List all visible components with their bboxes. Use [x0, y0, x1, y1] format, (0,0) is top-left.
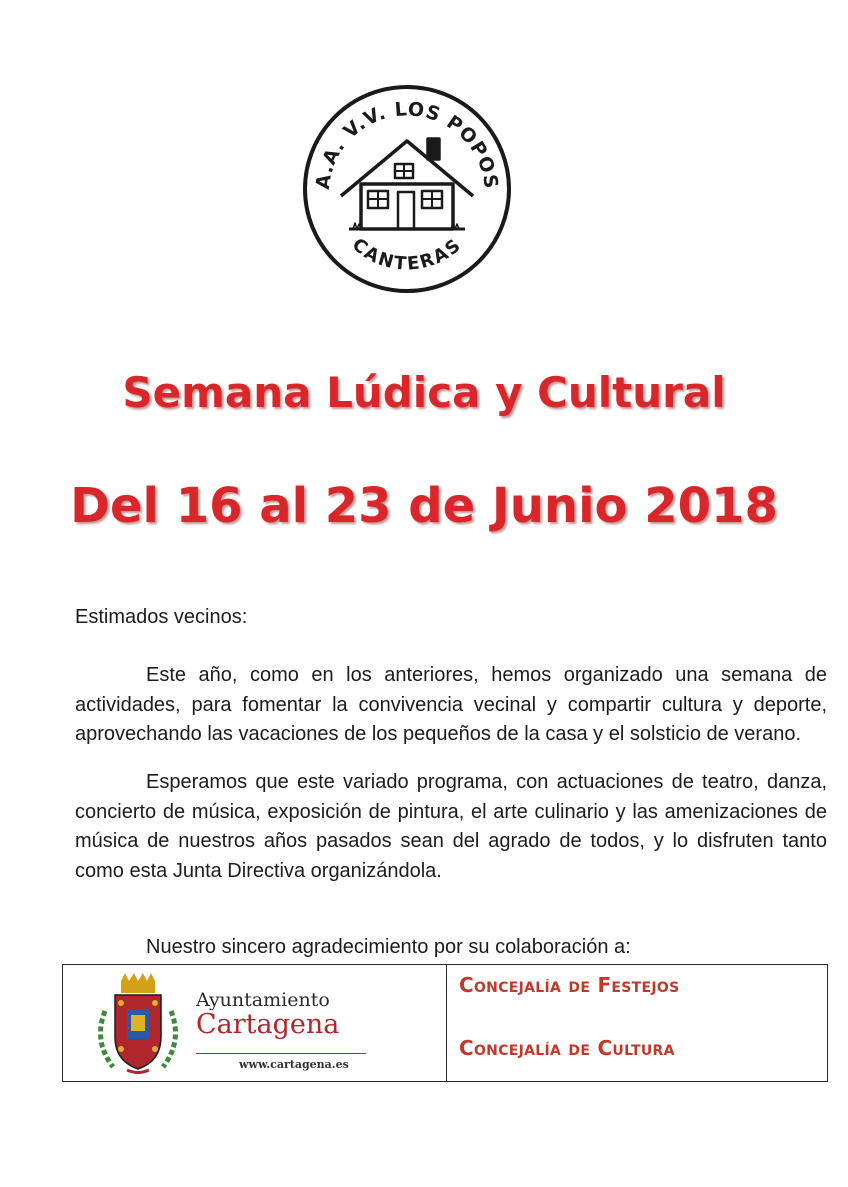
department-festejos: Concejalía de Festejos	[459, 973, 680, 997]
city-label: Cartagena	[196, 1009, 340, 1040]
sponsors-table	[62, 964, 828, 1082]
event-title: Semana Lúdica y Cultural	[122, 368, 726, 417]
logo-bottom-text: CANTERAS	[347, 234, 467, 275]
svg-text:CANTERAS	[348, 234, 466, 275]
ayuntamiento-cell	[63, 965, 447, 1081]
divider	[196, 1053, 366, 1054]
greeting: Estimados vecinos:	[75, 606, 248, 628]
thanks-line: Nuestro sincero agradecimiento por su colaboración a:	[146, 936, 631, 958]
logo-top-text: A.A. V.V. LOS POPOS	[311, 98, 503, 191]
association-logo	[301, 83, 513, 295]
event-dates: Del 16 al 23 de Junio 2018	[70, 478, 778, 534]
department-cultura: Concejalía de Cultura	[459, 1036, 675, 1060]
website-label: www.cartagena.es	[239, 1058, 349, 1071]
letter-paragraph-2: Esperamos que este variado programa, con actuaciones de teatro, danza, concierto de música, exposición de pintura, el arte culinario y las amenizaciones de música de nuestros años pasados sean del agrado de todos, y lo disfruten tanto como esta Junta Directiva organizándola.	[75, 771, 827, 882]
ayuntamiento-label: Ayuntamiento	[196, 989, 330, 1011]
coat-of-arms-icon	[91, 971, 185, 1075]
letter-paragraph-1: Este año, como en los anteriores, hemos organizado una semana de actividades, para fomentar la convivencia vecinal y compartir cultura y deporte, aprovechando las vacaciones de los pequeños de la casa y el solsticio de verano.	[75, 664, 827, 745]
house-icon	[341, 139, 473, 229]
